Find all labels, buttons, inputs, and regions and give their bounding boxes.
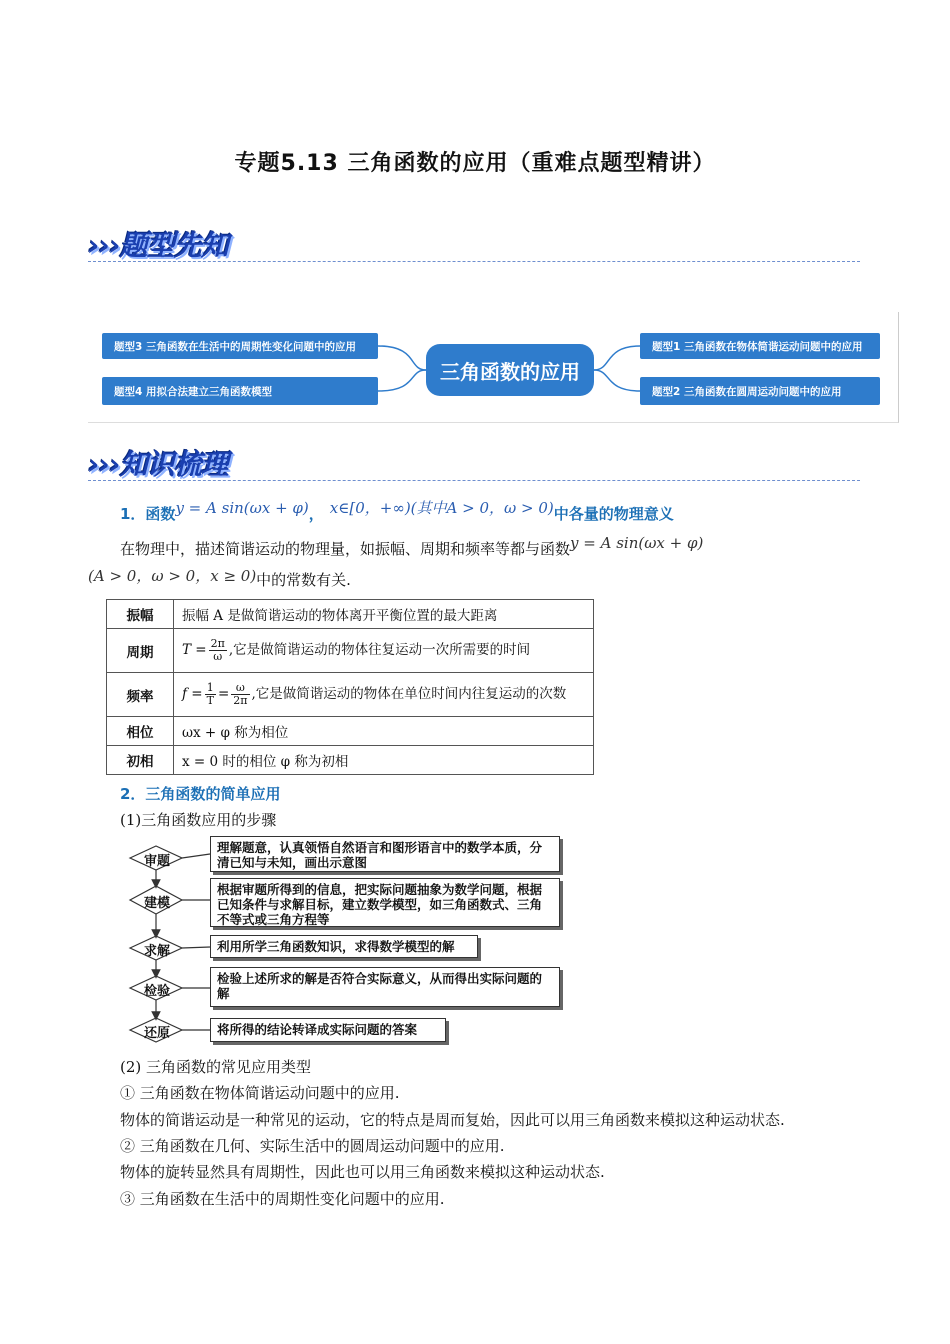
row-text: x = 0 时的相位 φ 称为初相 [174,746,594,775]
fraction: $\frac{2\pi}{\omega}$ [210,637,225,663]
section-label: 知识梳理 [119,448,228,481]
mindmap-node-type2: 题型2 三角函数在圆周运动问题中的应用 [640,377,880,405]
intro-formula: y = A sin(ωx + φ) [570,534,704,552]
table-row [107,673,594,717]
flow-step-box: 利用所学三角函数知识，求得数学模型的解 [210,935,478,958]
flow-step-box: 理解题意，认真领悟自然语言和图形语言中的数学本质，分清已知与未知，画出示意图 [210,836,560,872]
row-text: f = $\frac{1}{T}$ = $\frac{\omega}{2\pi}$ ,它是做简谐运动的物体在单位时间内往复运动的次数 [174,673,594,717]
point1-formula: y = A sin(ωx + φ) [175,499,309,517]
intro-condition: (A > 0，ω > 0，x ≥ 0) [88,567,257,585]
mindmap-center: 三角函数的应用 [426,344,594,396]
steps-flowchart [126,834,566,1048]
fraction: $\frac{\omega}{2\pi}$ [233,681,248,707]
intro-text2: 中的常数有关. [256,571,351,589]
mindmap-node-type1: 题型1 三角函数在物体简谐运动问题中的应用 [640,333,880,359]
flow-step-box: 根据审题所得到的信息，把实际问题抽象为数学问题，根据已知条件与求解目标，建立数学模型，如三角函数式、三角不等式或三角方程等 [210,878,560,927]
intro-text: 在物理中，描述简谐运动的物理量，如振幅、周期和频率等都与函数 [120,540,571,558]
apps-line: ③ 三角函数在生活中的周期性变化问题中的应用. [120,1190,445,1208]
point1-heading [120,497,674,524]
apps-heading: (2) 三角函数的常见应用类型 [120,1058,312,1076]
mindmap [88,312,899,423]
row-key: 相位 [107,717,174,746]
section-header-preview [88,224,228,264]
section-label: 题型先知 [119,229,228,262]
row-key: 振幅 [107,600,174,629]
flow-tag: 审题 [143,854,170,869]
page-title: 专题5.13 三角函数的应用（重难点题型精讲） [234,151,716,176]
arrows-icon: ››› [88,448,120,481]
row-text: ωx + φ 称为相位 [174,717,594,746]
table-row [107,717,594,746]
formula-lhs: T = [182,642,207,658]
point2-sub1: (1)三角函数应用的步骤 [120,811,277,829]
flow-tag: 检验 [143,984,170,999]
flow-tag: 建模 [143,896,170,911]
row-text: 振幅 A 是做简谐运动的物体离开平衡位置的最大距离 [174,600,594,629]
apps-line: 物体的旋转显然具有周期性，因此也可以用三角函数来模拟这种运动状态. [120,1163,605,1181]
divider [88,480,860,481]
point1-sep: ， [308,505,324,523]
row-key: 初相 [107,746,174,775]
mindmap-node-type3: 题型3 三角函数在生活中的周期性变化问题中的应用 [102,333,378,359]
flow-step-box: 检验上述所求的解是否符合实际意义，从而得出实际问题的解 [210,967,560,1007]
point1-condition: x∈[0，+∞)(其中A > 0，ω > 0) [329,499,554,517]
flow-tag: 还原 [143,1026,170,1041]
apps-line: 物体的简谐运动是一种常见的运动，它的特点是周而复始，因此可以用三角函数来模拟这种运动状态. [120,1111,785,1129]
mindmap-node-type4: 题型4 用拟合法建立三角函数模型 [102,377,378,405]
intro-line1 [120,534,703,559]
table-row [107,746,594,775]
formula-lhs: f = [182,686,203,702]
section-header-knowledge [88,443,228,483]
fraction: $\frac{1}{T}$ [206,681,214,707]
apps-line: ① 三角函数在物体简谐运动问题中的应用. [120,1084,400,1102]
table-row [107,629,594,673]
arrows-icon: ››› [88,229,120,262]
flow-step-box: 将所得的结论转译成实际问题的答案 [210,1018,446,1042]
intro-line2 [88,565,351,590]
apps-line: ② 三角函数在几何、实际生活中的圆周运动问题中的应用. [120,1137,505,1155]
row-key: 频率 [107,673,174,717]
row-text: T = $\frac{2\pi}{\omega}$ ,它是做简谐运动的物体往复运动一次所需要的时间 [174,629,594,673]
flow-tag: 求解 [143,944,170,959]
row-key: 周期 [107,629,174,673]
point1-prefix: 1．函数 [120,505,176,523]
divider [88,261,860,262]
point2-heading: 2．三角函数的简单应用 [120,785,281,803]
table-row [107,600,594,629]
physics-table [106,599,594,775]
point1-suffix: 中各量的物理意义 [553,505,674,523]
